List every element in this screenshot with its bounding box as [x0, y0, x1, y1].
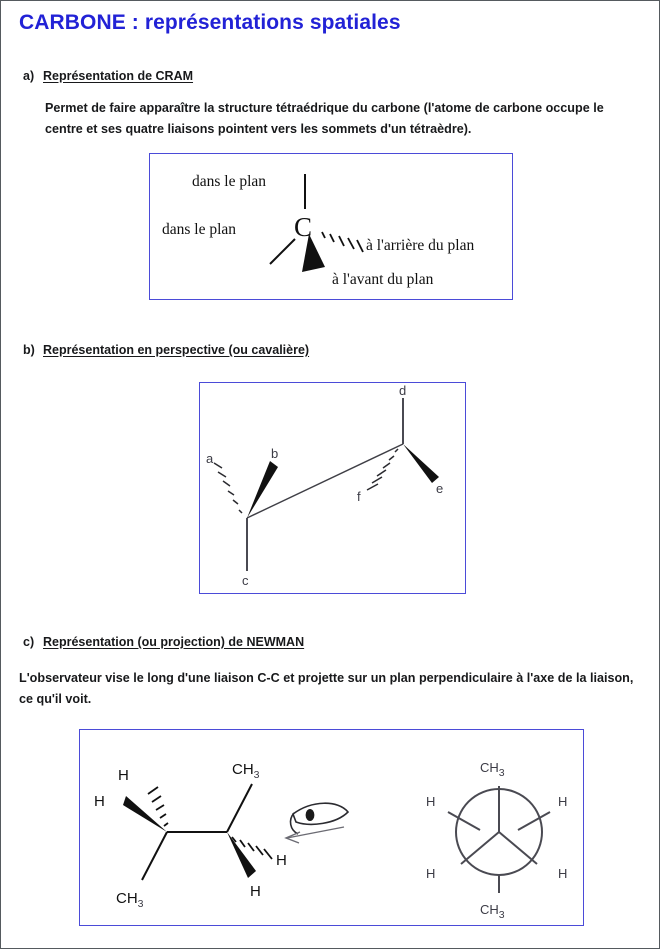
perspective-label-b: b [271, 446, 279, 461]
sawhorse-bond-ch3-bottom [142, 832, 167, 880]
perspective-label-c: c [242, 573, 249, 588]
sawhorse-label-h-left: H [94, 793, 105, 810]
cram-label-behind-plane: à l'arrière du plan [366, 237, 475, 254]
sawhorse-wedge-h-bottom [227, 832, 256, 878]
newman-back-bond-upper-left [448, 812, 480, 830]
section-title-a: Représentation de CRAM [43, 69, 194, 83]
cram-hashed-wedge [322, 232, 363, 252]
newman-front-bond-lower-right [499, 832, 537, 864]
newman-front-bond-lower-left [461, 832, 499, 864]
section-a-paragraph: Permet de faire apparaître la structure tétraédrique du carbone (l'atome de carbone occupe le centre et ses quatre liaisons pointent vers les sommets d'un tétraèdre). [45, 101, 604, 136]
newman-label-ch3-top: $CH_3$ [480, 760, 505, 779]
section-title-b: Représentation en perspective (ou cavalière) [43, 343, 310, 357]
perspective-label-a: a [206, 451, 214, 466]
observer-arrow [286, 827, 344, 843]
perspective-label-e: e [436, 481, 444, 496]
section-heading-a [23, 69, 193, 83]
cram-label-in-plane-left: dans le plan [162, 221, 237, 238]
cram-svg [150, 154, 510, 297]
perspective-wedge-e [403, 444, 439, 483]
sawhorse-label-h-top-left: H [118, 767, 129, 784]
cram-bond-left [270, 239, 295, 264]
section-marker-c: c) [23, 635, 35, 649]
newman-back-bond-upper-right [518, 812, 550, 830]
section-heading-b [23, 343, 309, 357]
section-heading-c [23, 635, 304, 649]
cram-label-front-plane: à l'avant du plan [332, 271, 434, 288]
eye-icon [291, 803, 348, 834]
newman-label-h-lower-left: H [426, 866, 436, 881]
newman-svg [80, 730, 581, 923]
newman-figure-box [79, 729, 584, 926]
sawhorse-bond-ch3-top [227, 784, 252, 832]
sawhorse-label-h-bottom-right: H [250, 883, 261, 900]
perspective-svg [200, 383, 463, 591]
perspective-label-d: d [399, 383, 407, 398]
section-marker-a: a) [23, 69, 35, 83]
page-title: CARBONE : représentations spatiales [19, 11, 401, 34]
sawhorse-wedge-h-left [123, 796, 167, 832]
newman-label-ch3-bottom: $CH_3$ [480, 902, 505, 921]
cram-label-in-plane-top: dans le plan [192, 173, 267, 190]
cram-figure-box [149, 153, 513, 300]
perspective-hash-f [367, 449, 398, 490]
perspective-hash-a [214, 463, 242, 513]
sawhorse-label-h-right: H [276, 852, 287, 869]
sawhorse-label-ch3-bottom-left: $CH_3$ [116, 890, 144, 910]
cram-atom-label: C [294, 212, 313, 242]
section-title-c: Représentation (ou projection) de NEWMAN [43, 635, 305, 649]
perspective-figure-box [199, 382, 466, 594]
section-marker-b: b) [23, 343, 35, 357]
perspective-label-f: f [357, 489, 361, 504]
sawhorse-label-ch3-top-right: $CH_3$ [232, 761, 260, 781]
perspective-wedge-b [247, 461, 278, 518]
newman-label-h-lower-right: H [558, 866, 568, 881]
newman-label-h-upper-left: H [426, 794, 436, 809]
newman-label-h-upper-right: H [558, 794, 568, 809]
section-c-paragraph: L'observateur vise le long d'une liaison C-C et projette sur un plan perpendiculaire à l'axe de la liaison, ce qu'il voit. [19, 671, 634, 706]
